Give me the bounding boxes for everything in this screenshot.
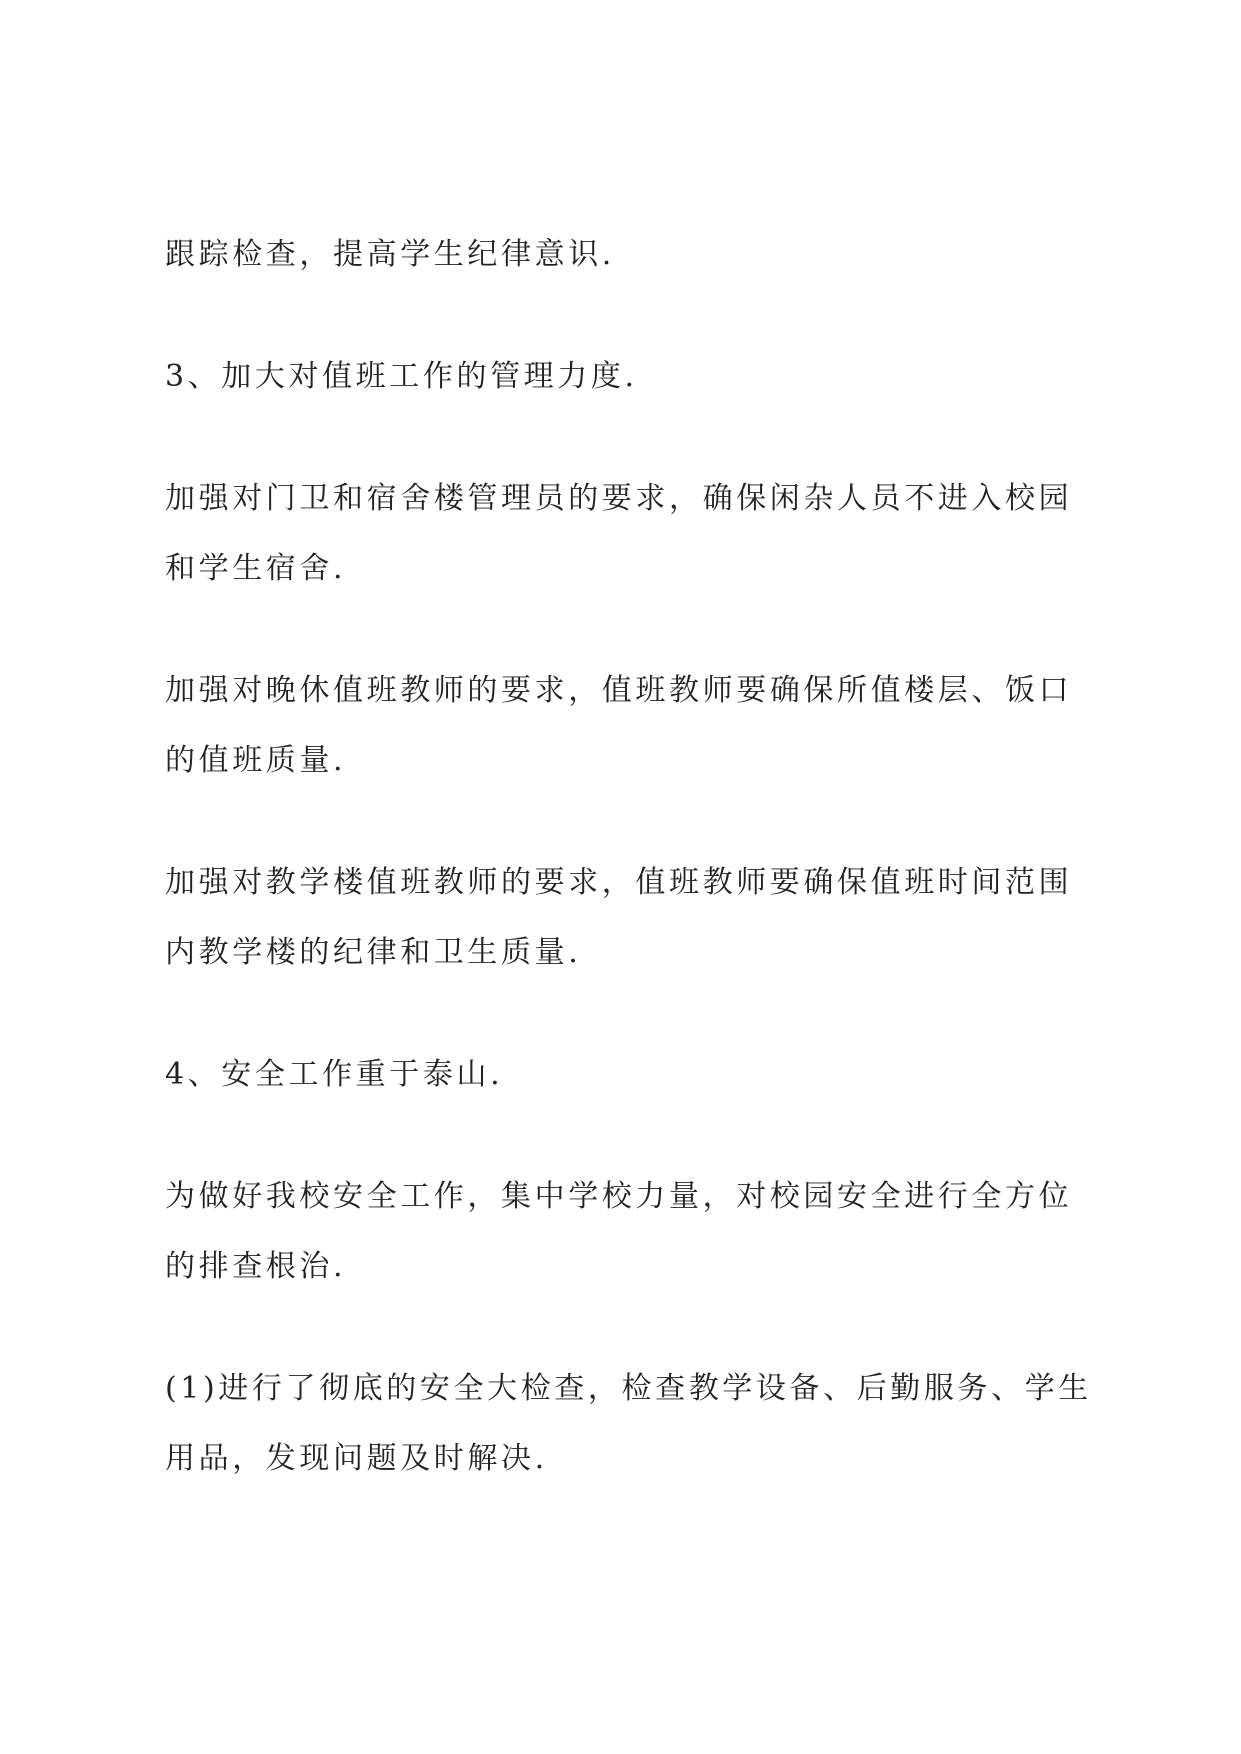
list-item: (1)进行了彻底的安全大检查，检查教学设备、后勤服务、学生用品，发现问题及时解决. [165,1371,1092,1476]
section-heading: 3、加大对值班工作的管理力度. [165,359,638,394]
document-body [165,220,1095,1546]
paragraph: 加强对晚休值班教师的要求，值班教师要确保所值楼层、饭口的值班质量. [165,673,1073,778]
paragraph: 跟踪检查，提高学生纪律意识. [165,237,615,272]
paragraph: 加强对教学楼值班教师的要求，值班教师要确保值班时间范围内教学楼的纪律和卫生质量. [165,865,1073,970]
paragraph: 为做好我校安全工作，集中学校力量，对校园安全进行全方位的排查根治. [165,1179,1073,1284]
paragraph: 加强对门卫和宿舍楼管理员的要求，确保闲杂人员不进入校园和学生宿舍. [165,481,1073,586]
section-heading: 4、安全工作重于泰山. [165,1057,504,1092]
